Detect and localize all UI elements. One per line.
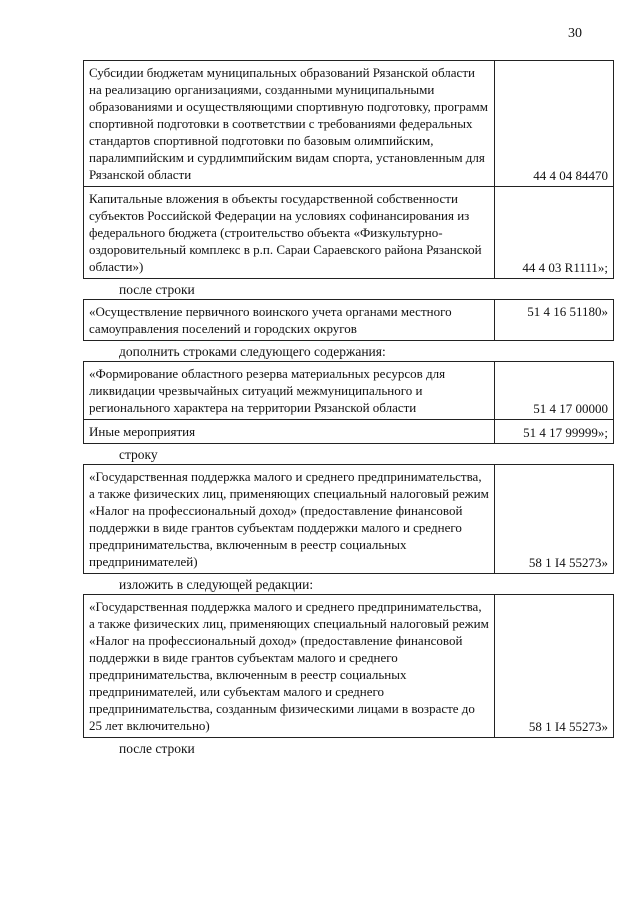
row-name: «Государственная поддержка малого и среднего предпринимательства, а также физических лиц, применяющих специальный налоговый режим «Налог на профессиональный доход» (предоставление финансовой поддержки в виде грантов субъектам малого и среднего предпринимательства, включенным в реестр социальных предпринимателей, или субъектам малого и среднего предпринимательства, созданным физическими лицами в возрасте до 25 лет включительно) [84,595,495,738]
table-row [84,420,614,444]
row-code: 44 4 03 R1111»; [495,187,614,279]
instruction-text: после строки [119,741,195,756]
row-code: 51 4 17 00000 [495,362,614,420]
row-code: 58 1 I4 55273» [495,465,614,574]
row-name: Капитальные вложения в объекты государственной собственности субъектов Российской Федерации на условиях софинансирования из федерального бюджета (строительство объекта «Физкультурно-оздоровительный комплекс в р.п. Сараи Сараевского района Рязанской области») [84,187,495,279]
row-code: 51 4 17 99999»; [495,420,614,444]
table-row [84,61,614,187]
table-row [84,187,614,279]
table-row [84,465,614,574]
budget-table-2 [83,299,614,341]
row-code: 51 4 16 51180» [495,300,614,341]
row-name: Иные мероприятия [84,420,495,444]
budget-table-5 [83,594,614,738]
table-row [84,300,614,341]
budget-table-1 [83,60,614,279]
instruction-text: строку [119,447,158,462]
budget-table-4 [83,464,614,574]
row-name: «Осуществление первичного воинского учета органами местного самоуправления поселений и городских округов [84,300,495,341]
document-body [83,60,613,758]
row-code: 58 1 I4 55273» [495,595,614,738]
instruction-text: дополнить строками следующего содержания: [119,344,386,359]
row-name: Субсидии бюджетам муниципальных образований Рязанской области на реализацию организациями, созданными муниципальными образованиями и осуществляющими спортивную подготовку, программ спортивной подготовки в соответствии с требованиями федеральных стандартов спортивной подготовки по базовым олимпийским, паралимпийским и сурдлимпийским видам спорта, установленным для Рязанской области [84,61,495,187]
instruction-text: после строки [119,282,195,297]
page-number: 30 [568,26,582,41]
row-name: «Формирование областного резерва материальных ресурсов для ликвидации чрезвычайных ситуаций межмуниципального и регионального характера на территории Рязанской области [84,362,495,420]
row-name: «Государственная поддержка малого и среднего предпринимательства, а также физических лиц, применяющих специальный налоговый режим «Налог на профессиональный доход» (предоставление финансовой поддержки в виде грантов субъектам поддержки малого и среднего предпринимательства, включенным в реестр социальных предпринимателей) [84,465,495,574]
table-row [84,595,614,738]
instruction-text: изложить в следующей редакции: [119,577,314,592]
budget-table-3 [83,361,614,444]
row-code: 44 4 04 84470 [495,61,614,187]
table-row [84,362,614,420]
